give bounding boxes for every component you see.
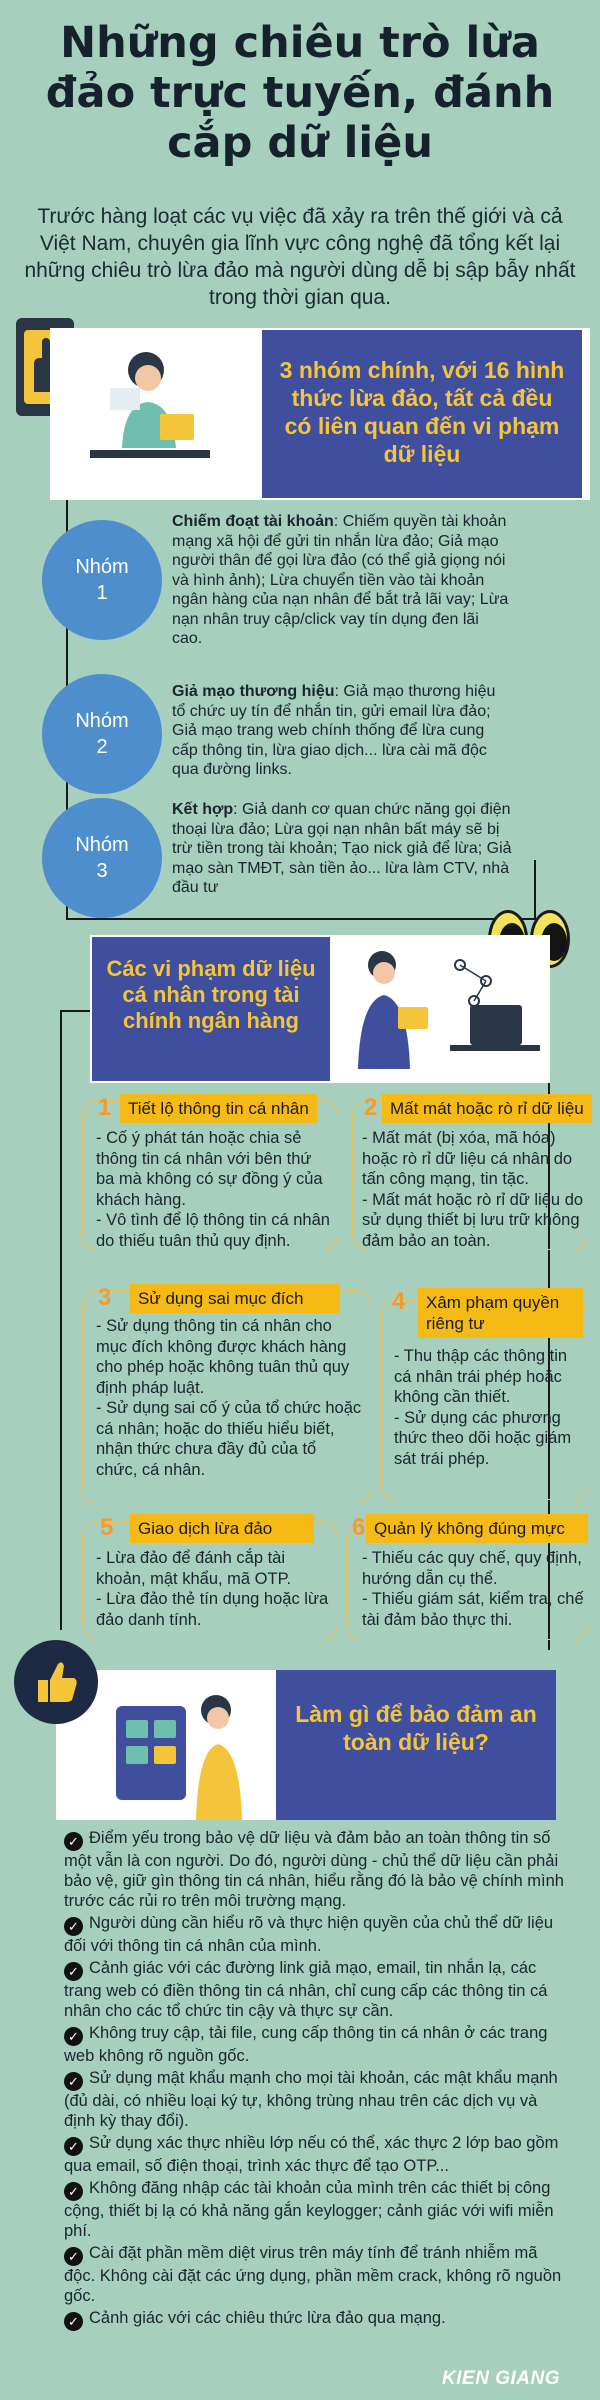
group-title: Chiếm đoạt tài khoản (172, 513, 334, 530)
card-line: - Lừa đảo để đánh cắp tài khoản, mật khẩu, mã OTP. (96, 1549, 292, 1588)
group-label: Nhóm (75, 834, 129, 856)
tip-text: Sử dụng xác thực nhiều lớp nếu có thể, xác thực 2 lớp bao gồm qua email, số điện thoại, trình xác thực để tạo OTP... (64, 2134, 559, 2175)
tip-text: Sử dụng mật khẩu mạnh cho mọi tài khoản, các mật khẩu mạnh (đủ dài, có nhiều loại ký tự, không trùng nhau trên các dịch vụ và định kỳ thay đổi). (64, 2069, 558, 2130)
card-body (96, 1316, 362, 1480)
connector-line (60, 1010, 92, 1012)
group-3-badge (42, 798, 162, 918)
card-line: - Sử dụng sai cố ý của tổ chức hoặc cá nhân; hoặc do thiếu hiểu biết, nhận thức chưa đầy đủ của tổ chức, cá nhân. (96, 1399, 362, 1479)
check-icon: ✓ (64, 1962, 83, 1981)
page-title (20, 18, 580, 168)
card-body (96, 1128, 334, 1251)
card-body (362, 1128, 584, 1251)
thumbs-up-icon (14, 1640, 98, 1724)
group-1-description (172, 512, 512, 649)
group-number: 1 (96, 582, 108, 604)
group-title: Giả mạo thương hiệu (172, 683, 335, 700)
group-number: 2 (96, 736, 108, 758)
title-line: cắp dữ liệu (167, 118, 433, 168)
tip-text: Người dùng cần hiểu rõ và thực hiện quyền của chủ thể dữ liệu đối với thông tin cá nhân của mình. (64, 1914, 554, 1955)
tip-item (64, 2178, 564, 2241)
card-number: 6 (352, 1514, 366, 1541)
card-label: Mất mát hoặc rò rỉ dữ liệu (382, 1094, 592, 1123)
section1-heading: 3 nhóm chính, với 16 hình thức lừa đảo, tất cả đều có liên quan đến vi phạm dữ liệu (262, 330, 582, 498)
group-3-description (172, 800, 512, 898)
group-2-description (172, 682, 512, 780)
tip-text: Không đăng nhập các tài khoản của mình trên các thiết bị công cộng, thiết bị lạ có khả năng gắn keylogger; cảnh giác với wifi miễn phí. (64, 2179, 554, 2240)
tip-item (64, 1958, 564, 2021)
section2-heading: Các vi phạm dữ liệu cá nhân trong tài chính ngân hàng (92, 937, 330, 1081)
tip-item (64, 2023, 564, 2066)
card-number: 2 (364, 1094, 378, 1121)
card-body (362, 1548, 584, 1630)
tip-text: Cảnh giác với các đường link giả mạo, email, tin nhắn lạ, các trang web có điền thông tin cá nhân, chỉ cung cấp các thông tin cá nhân cho các tổ chức tin cậy và thực sự cần. (64, 1959, 548, 2020)
card-label: Sử dụng sai mục đích (130, 1284, 340, 1313)
card-label: Xâm phạm quyền riêng tư (418, 1288, 583, 1338)
check-icon: ✓ (64, 2247, 83, 2266)
check-icon: ✓ (64, 1832, 83, 1851)
tip-text: Điểm yếu trong bảo vệ dữ liệu và đảm bảo an toàn thông tin số một vẫn là con người. Do đó, người dùng - chủ thể dữ liệu cần phải bảo vệ, giữ gìn thông tin cá nhân, hiểu rằng đó là bảo vệ chính mình trước các rủi ro trên môi trường mạng. (64, 1829, 564, 1910)
connector-line (60, 1010, 62, 1630)
card-body (96, 1548, 332, 1630)
tip-item (64, 2308, 564, 2331)
woman-with-tablet-icon (50, 328, 260, 500)
tip-text: Cảnh giác với các chiêu thức lừa đảo qua mạng. (89, 2309, 446, 2327)
group-number: 3 (96, 860, 108, 882)
card-number: 5 (100, 1514, 114, 1541)
card-line: - Mất mát hoặc rò rỉ dữ liệu do sử dụng thiết bị lưu trữ không đảm bảo an toàn. (362, 1190, 584, 1250)
card-line: - Cố ý phát tán hoặc chia sẻ thông tin cá nhân với bên thứ ba mà không có sự đồng ý của khách hàng. (96, 1129, 323, 1209)
card-line: - Thu thập các thông tin cá nhân trái phép hoặc không cần thiết. (394, 1347, 568, 1406)
group-title: Kết hợp (172, 801, 234, 818)
check-icon: ✓ (64, 2072, 83, 2091)
title-line: đảo trực tuyến, đánh (45, 68, 555, 118)
card-line: - Thiếu giám sát, kiểm tra, chế tài đảm bảo thực thi. (362, 1590, 584, 1629)
group-detail: : Chiếm quyền tài khoản mạng xã hội để gửi tin nhắn lừa đảo; Giả mạo người thân để gọi lừa đảo (có thể giả giọng nói và hình ảnh); Lừa chuyển tiền vào tài khoản ngân hàng của nạn nhân để bắt trả lãi vay; Lừa nạn nhân truy cập/click vay tín dụng đen lãi cao. (172, 513, 509, 647)
card-number: 4 (392, 1288, 406, 1315)
group-label: Nhóm (75, 710, 129, 732)
card-label: Quản lý không đúng mực (366, 1514, 588, 1543)
group-detail: : Giả mạo thương hiệu tổ chức uy tín để nhắn tin, gửi email lừa đảo; Giả mạo trang web chính thống để lừa cung cấp thông tin, lừa giao dịch... lừa cài mã độc qua đường links. (172, 683, 496, 778)
check-icon: ✓ (64, 2312, 83, 2331)
intro-text: Trước hàng loạt các vụ việc đã xảy ra trên thế giới và cả Việt Nam, chuyên gia lĩnh vực công nghệ đã tổng kết lại những chiêu trò lừa đảo mà người dùng dễ bị sập bẫy nhất trong thời gian qua. (24, 205, 576, 309)
card-line: - Mất mát (bị xóa, mã hóa) hoặc rò rỉ dữ liệu cá nhân do tấn công mạng, tin tặc. (362, 1129, 573, 1188)
card-line: - Lừa đảo thẻ tín dụng hoặc lừa đảo danh tính. (96, 1590, 329, 1629)
card-line: - Sử dụng thông tin cá nhân cho mục đích không được khách hàng cho phép hoặc không tuân thủ quy định pháp luật. (96, 1317, 350, 1397)
group-detail: : Giả danh cơ quan chức năng gọi điện thoại lừa đảo; Lừa gọi nạn nhân bất máy sẽ bị trừ tiền trong tài khoản; Tạo nick giả để lừa; Giả mạo sàn TMĐT, sàn tiền ảo... lừa làm CTV, nhà đầu tư (172, 801, 512, 896)
connector-line (534, 860, 536, 920)
tip-item (64, 2243, 564, 2306)
connector-line (66, 918, 536, 920)
tip-item (64, 2068, 564, 2131)
card-number: 1 (98, 1094, 112, 1121)
tips-list (64, 1828, 564, 2333)
group-2-badge (42, 674, 162, 794)
tip-item (64, 2133, 564, 2176)
card-body (394, 1346, 582, 1469)
group-label: Nhóm (75, 556, 129, 578)
group-1-badge (42, 520, 162, 640)
card-line: - Vô tình để lộ thông tin cá nhân do thiếu tuân thủ quy định. (96, 1211, 330, 1250)
check-icon: ✓ (64, 1917, 83, 1936)
check-icon: ✓ (64, 2027, 83, 2046)
tip-item (64, 1913, 564, 1956)
tip-text: Cài đặt phần mềm diệt virus trên máy tính để tránh nhiễm mã độc. Không cài đặt các ứng dụng, phần mềm crack, không rõ nguồn gốc. (64, 2244, 562, 2305)
section3-heading: Làm gì để bảo đảm an toàn dữ liệu? (276, 1670, 556, 1820)
card-label: Giao dịch lừa đảo (130, 1514, 314, 1543)
tip-text: Không truy cập, tải file, cung cấp thông tin cá nhân ở các trang web không rõ nguồn gốc. (64, 2024, 548, 2065)
card-label: Tiết lộ thông tin cá nhân (120, 1094, 317, 1123)
card-line: - Sử dụng các phương thức theo dõi hoặc giám sát trái phép. (394, 1408, 572, 1468)
title-line: Những chiêu trò lừa (60, 18, 540, 68)
card-number: 3 (98, 1284, 112, 1311)
check-icon: ✓ (64, 2182, 83, 2201)
brand-logo: KIEN GIANG (442, 2368, 560, 2389)
check-icon: ✓ (64, 2137, 83, 2156)
card-line: - Thiếu các quy chế, quy định, hướng dẫn cụ thể. (362, 1549, 582, 1588)
tip-item (64, 1828, 564, 1911)
